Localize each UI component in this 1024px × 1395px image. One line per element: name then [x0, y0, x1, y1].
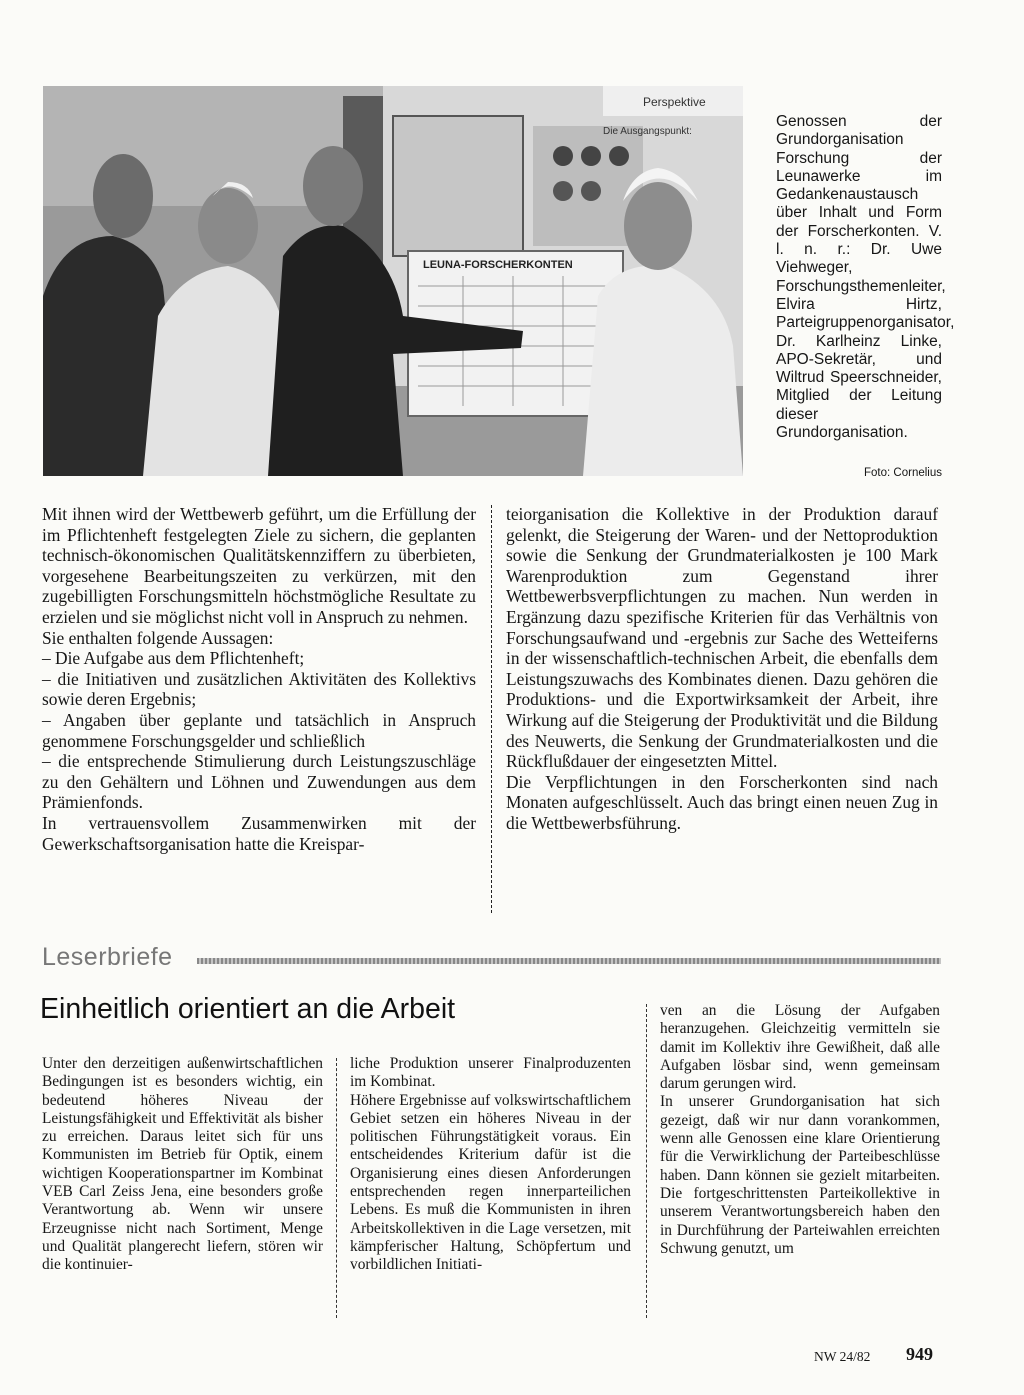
paragraph: In vertrauensvollem Zusammenwirken mit der Gewerkschaftsorganisation hatte die Kreispar-: [42, 812, 476, 854]
article-upper-column-1: [42, 504, 476, 854]
column-divider: [491, 505, 492, 913]
issue-reference: NW 24/82: [814, 1349, 871, 1364]
article-lower-column-1: [42, 1055, 323, 1275]
paragraph: teiorganisation die Kollektive in der Produktion darauf gelenkt, die Steigerung der Waren- und der Nettoproduktion sowie die Senkung der Grundmaterialkosten je 100 Mark Warenproduktion zum Gegenstand ihrer Wettbewerbsverpflichtungen zu machen. Nun werden in Ergänzung dazu spezifische Kriterien für das Verhältnis von Forschungsaufwand und -ergebnis zur Sache des Wetteiferns in der wissenschaftlich-technischen Arbeit, die ebenfalls dem Leistungszuwachs des Kombinates dienen. Dazu gehören die Produktions- und die Exportwirksamkeit der Arbeit, ihre Wirkung auf die Steigerung der Produktivität und die Bildung des Neuwerts, die Senkung der Grundmaterialkosten und die Rückflußdauer der eingesetzten Mittel.: [506, 504, 938, 772]
column-divider: [646, 1004, 647, 1318]
paragraph: In unserer Grundorganisation hat sich gezeigt, daß wir nur dann vorankommen, wenn alle Genossen eine klare Orientierung für die Verwirklichung der Parteibeschlüsse haben. Dann können sie gezielt mitarbeiten. Die fortgeschrittensten Parteikollektive in unserem Verantwortungsbereich haben den in Durchführung der Parteiwahlen erreichten Schwung genutzt, um: [660, 1093, 940, 1257]
list-item: – die Initiativen und zusätzlichen Aktivitäten des Kollektivs sowie deren Ergebnis;: [42, 668, 476, 710]
paragraph: Höhere Ergebnisse auf volkswirtschaftlichem Gebiet setzen ein höheres Niveau in der politischen Führungstätigkeit voraus. Ein entscheidendes Kriterium dafür ist die Organisierung eines diesen Anforderungen entsprechenden regen innerparteilichen Lebens. Es muß die Kommunisten in ihren Arbeitskollektiven in die Lage versetzen, mit kämpferischer Haltung, Schöpfertum und vorbildlichen Initiati-: [350, 1091, 631, 1274]
article-lower-column-3: [660, 1002, 940, 1258]
article-lower-column-2: [350, 1055, 631, 1275]
poster-sign-1: Perspektive: [643, 95, 706, 109]
caption-text: Genossen der Grundorganisation Forschung der Leunawerke im Gedankenaustausch über Inhalt und Form der Forscherkonten. V. l. n. r.: Dr. Uwe Viehweger, Forschungsthemenleiter, Elvira Hirtz, Parteigruppenorganisator, Dr. Karlheinz Linke, APO-Sekretär, und Wiltrud Speerschneider, Mitglied der Leitung dieser Grundorganisation.: [776, 113, 955, 442]
paragraph: Sie enthalten folgende Aussagen:: [42, 627, 274, 648]
paragraph: Unter den derzeitigen außenwirtschaftlichen Bedingungen ist es besonders wichtig, ein bedeutend höheres Niveau der Leistungsfähigkeit und Effektivität als bisher zu erreichen. Daraus leitet sich für uns Kommunisten im Betrieb für Optik, einem wichtigen Kooperationspartner im Kombinat VEB Carl Zeiss Jena, eine besonders große Verantwortung ab. Wenn wir unsere Erzeugnisse nicht nach Sortiment, Menge und Qualität plangerecht liefern, stören wir die kontinuier-: [42, 1055, 323, 1274]
headline: Einheitlich orientiert an die Arbeit: [40, 993, 456, 1025]
poster-sign-2: Die Ausgangspunkt:: [603, 126, 692, 137]
column-divider: [336, 1058, 337, 1318]
article-upper-column-2: [506, 504, 938, 834]
section-label: Leserbriefe: [42, 943, 173, 971]
paragraph: liche Produktion unserer Finalproduzenten im Kombinat.: [350, 1055, 631, 1091]
photo-illustration: [43, 86, 743, 476]
photo-caption: [776, 113, 955, 442]
paragraph: Die Verpflichtungen in den Forscherkonten sind nach Monaten aufgeschlüsselt. Auch das bringt einen neuen Zug in die Wettbewerbsführung.: [506, 771, 938, 833]
poster-title: LEUNA-FORSCHERKONTEN: [423, 259, 573, 271]
photo: [43, 86, 743, 476]
paragraph: Mit ihnen wird der Wettbewerb geführt, um die Erfüllung der im Pflichtenheft festgelegten Ziele zu sichern, die geplanten technisch-ökonomischen Qualitätskennziffern zu überbieten, vorgesehene Bearbeitungszeiten zu verkürzen, mit den zugebilligten Forschungsmitteln höchstmögliche Resultate zu erzielen und sie möglichst nicht voll in Anspruch zu nehmen.: [42, 504, 476, 627]
page-number: 949: [906, 1344, 933, 1364]
paragraph: ven an die Lösung der Aufgaben heranzugehen. Gleichzeitig vermitteln sie damit im Kollektiv ihre Gewißheit, daß alle Aufgaben lösbar sind, wenn gemeinsam darum gerungen wird.: [660, 1002, 940, 1093]
section-rule: [197, 958, 941, 964]
photo-credit: Foto: Cornelius: [864, 467, 942, 479]
list-item: – die entsprechende Stimulierung durch Leistungszuschläge zu den Gehältern und Löhnen und Zuwendungen aus dem Prämienfonds.: [42, 751, 476, 813]
list-item: – Angaben über geplante und tatsächlich in Anspruch genommene Forschungsgelder und schließlich: [42, 709, 476, 751]
list-item: – Die Aufgabe aus dem Pflichtenheft;: [42, 648, 305, 669]
